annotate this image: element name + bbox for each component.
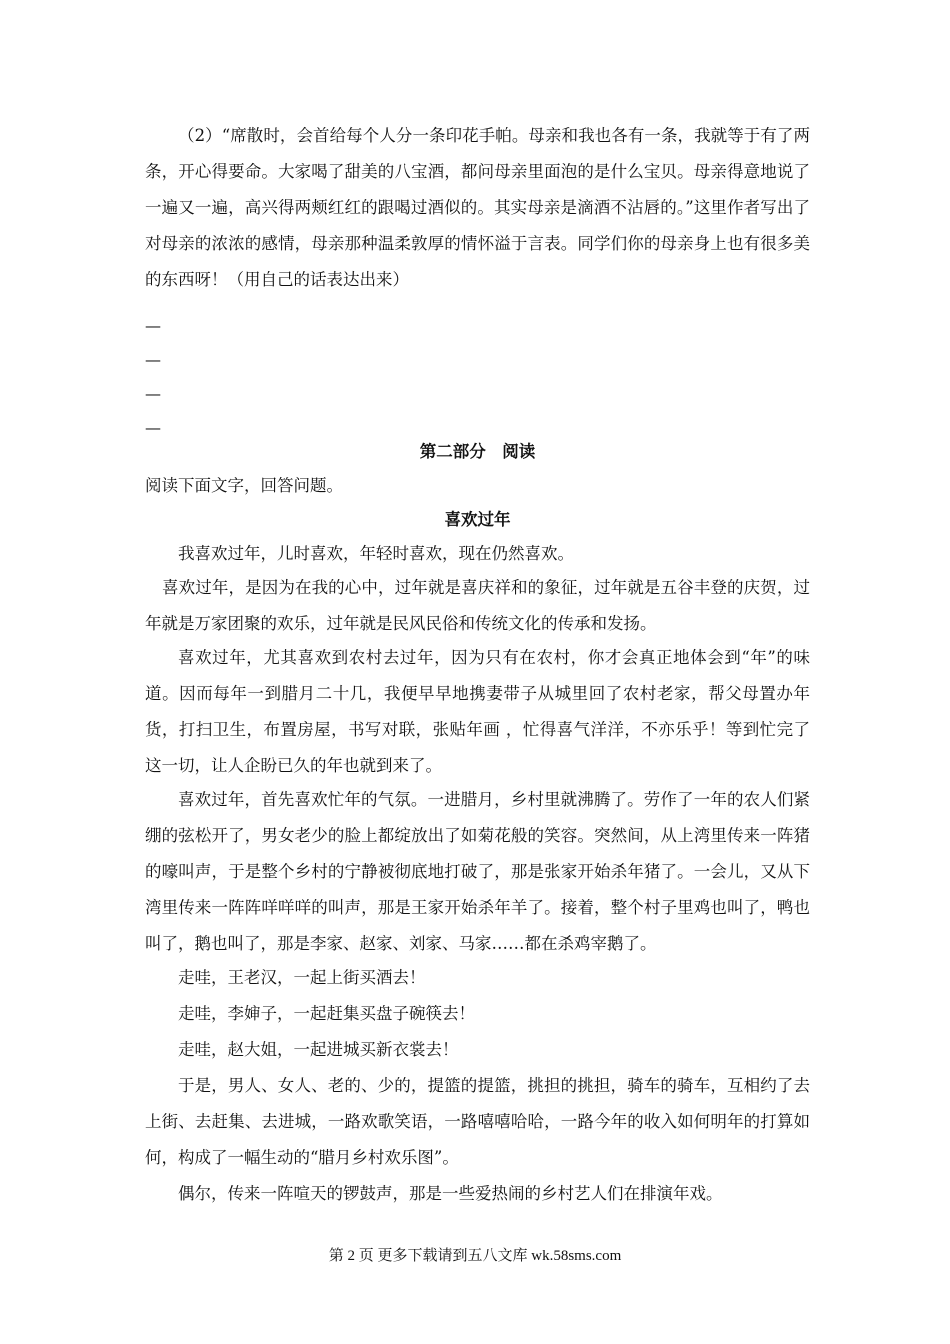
section-instruction: 阅读下面文字，回答问题。 xyxy=(145,476,343,495)
answer-line: — xyxy=(145,350,161,369)
article-paragraph: 喜欢过年，是因为在我的心中，过年就是喜庆祥和的象征，过年就是五谷丰登的庆贺，过年就是万家团聚的欢乐，过年就是民风民俗和传统文化的传承和发扬。 xyxy=(145,578,810,633)
answer-line: — xyxy=(145,384,161,403)
article-paragraph: 偶尔，传来一阵喧天的锣鼓声，那是一些爱热闹的乡村艺人们在排演年戏。 xyxy=(178,1184,723,1203)
answer-line: — xyxy=(145,418,161,437)
answer-line: — xyxy=(145,316,161,335)
article-paragraph: 走哇，王老汉，一起上街买酒去！ xyxy=(178,968,426,987)
page-footer: 第 2 页 更多下载请到五八文库 wk.58sms.com xyxy=(328,1248,622,1264)
article-paragraph: 于是，男人、女人、老的、少的，提篮的提篮，挑担的挑担，骑车的骑车，互相约了去上街、去赶集、去进城，一路欢歌笑语，一路嘻嘻哈哈，一路今年的收入如何明年的打算如何，构成了一幅生动的“腊月乡村欢乐图”。 xyxy=(145,1076,810,1167)
question-paragraph: （2）“席散时，会首给每个人分一条印花手帕。母亲和我也各有一条，我就等于有了两条，开心得要命。大家喝了甜美的八宝酒，都问母亲里面泡的是什么宝贝。母亲得意地说了一遍又一遍，高兴得两颊红红的跟喝过酒似的。其实母亲是滴酒不沾唇的。”这里作者写出了对母亲的浓浓的感情，母亲那种温柔敦厚的情怀溢于言表。同学们你的母亲身上也有很多美的东西呀！（用自己的话表达出来） xyxy=(145,126,810,289)
article-paragraph: 走哇，李婶子，一起赶集买盘子碗筷去！ xyxy=(178,1004,475,1023)
article-paragraph: 喜欢过年，尤其喜欢到农村去过年，因为只有在农村，你才会真正地体会到“年”的味道。因而每年一到腊月二十几，我便早早地携妻带子从城里回了农村老家，帮父母置办年货，打扫卫生，布置房屋，书写对联，张贴年画 ，忙得喜气洋洋，不亦乐乎！等到忙完了这一切，让人企盼已久的年也就到来了。 xyxy=(145,648,810,775)
article-paragraph: 我喜欢过年，儿时喜欢，年轻时喜欢，现在仍然喜欢。 xyxy=(178,544,574,563)
article-paragraph: 喜欢过年，首先喜欢忙年的气氛。一进腊月，乡村里就沸腾了。劳作了一年的农人们紧绷的弦松开了，男女老少的脸上都绽放出了如菊花般的笑容。突然间，从上湾里传来一阵猪的嚎叫声，于是整个乡村的宁静被彻底地打破了，那是张家开始杀年猪了。一会儿，又从下湾里传来一阵阵咩咩咩的叫声，那是王家开始杀年羊了。接着，整个村子里鸡也叫了，鸭也叫了，鹅也叫了，那是李家、赵家、刘家、马家……都在杀鸡宰鹅了。 xyxy=(145,790,810,953)
article-paragraph: 走哇，赵大姐，一起进城买新衣裳去！ xyxy=(178,1040,459,1059)
article-title: 喜欢过年 xyxy=(444,510,511,529)
section-title: 第二部分 阅读 xyxy=(419,442,536,461)
